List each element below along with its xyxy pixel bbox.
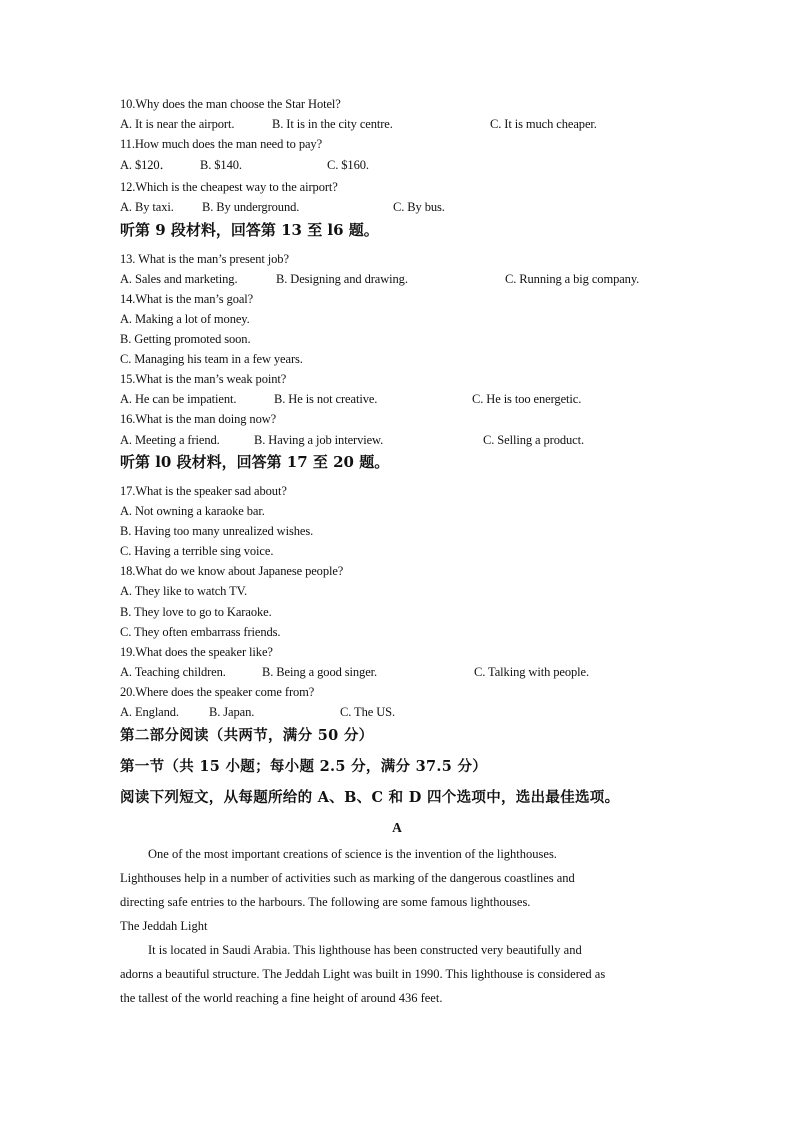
question-17-option-a: A. Not owning a karaoke bar. — [120, 504, 265, 518]
option-a: A. Sales and marketing. — [120, 272, 238, 286]
option-c: C. The US. — [340, 705, 396, 719]
section-10-heading: 听第 l0 段材料，回答第 17 至 20 题。 — [120, 453, 390, 471]
passage-p1-line-3: directing safe entries to the harbours. The following are some famous lighthouses. — [120, 895, 531, 909]
question-14-option-c: C. Managing his team in a few years. — [120, 352, 303, 366]
option-b: B. It is in the city centre. — [272, 117, 393, 131]
question-14-stem: 14.What is the man’s goal? — [120, 292, 254, 306]
option-b: B. Designing and drawing. — [276, 272, 408, 286]
question-16-stem: 16.What is the man doing now? — [120, 412, 277, 426]
option-a: A. Meeting a friend. — [120, 433, 220, 447]
passage-subtitle: The Jeddah Light — [120, 919, 208, 933]
option-b: B. Japan. — [209, 705, 255, 719]
passage-p1-line-2: Lighthouses help in a number of activities such as marking of the dangerous coastlines and — [120, 871, 575, 885]
question-17-stem: 17.What is the speaker sad about? — [120, 484, 287, 498]
option-c: C. He is too energetic. — [472, 392, 582, 406]
section-1-heading: 第一节（共 15 小题；每小题 2.5 分，满分 37.5 分） — [120, 758, 488, 775]
option-a: A. By taxi. — [120, 200, 174, 214]
passage-p1-line-1: One of the most important creations of science is the invention of the lighthouses. — [148, 847, 557, 861]
question-19-stem: 19.What does the speaker like? — [120, 645, 273, 659]
question-13-stem: 13. What is the man’s present job? — [120, 252, 289, 266]
option-b: B. By underground. — [202, 200, 300, 214]
option-a: A. $120． — [120, 158, 172, 172]
passage-p2-line-2: adorns a beautiful structure. The Jeddah Light was built in 1990. This lighthouse is considered as — [120, 967, 606, 981]
question-14-option-b: B. Getting promoted soon. — [120, 332, 251, 346]
question-15-stem: 15.What is the man’s weak point? — [120, 372, 287, 386]
option-c: C. Selling a product. — [483, 433, 585, 447]
option-a: A. Teaching children. — [120, 665, 226, 679]
question-18-option-b: B. They love to go to Karaoke. — [120, 605, 272, 619]
option-c: C. Running a big company. — [505, 272, 640, 286]
question-14-option-a: A. Making a lot of money. — [120, 312, 250, 326]
section-9-heading: 听第 9 段材料，回答第 13 至 l6 题。 — [120, 221, 379, 239]
question-17-option-c: C. Having a terrible sing voice. — [120, 544, 274, 558]
question-10-stem: 10.Why does the man choose the Star Hotel? — [120, 97, 341, 111]
question-18-option-a: A. They like to watch TV. — [120, 584, 247, 598]
question-12-stem: 12.Which is the cheapest way to the airport? — [120, 180, 338, 194]
question-18-option-c: C. They often embarrass friends. — [120, 625, 281, 639]
passage-letter: A — [392, 820, 402, 835]
question-17-option-b: B. Having too many unrealized wishes. — [120, 524, 314, 538]
reading-instruction: 阅读下列短文，从每题所给的 A、B、C 和 D 四个选项中，选出最佳选项。 — [120, 789, 620, 806]
option-c: C. $160. — [327, 158, 369, 172]
option-c: C. It is much cheaper. — [490, 117, 597, 131]
option-a: A. It is near the airport. — [120, 117, 235, 131]
option-a: A. England. — [120, 705, 179, 719]
option-b: B. He is not creative. — [274, 392, 378, 406]
option-c: C. By bus. — [393, 200, 445, 214]
question-18-stem: 18.What do we know about Japanese people? — [120, 564, 344, 578]
question-11-stem: 11.How much does the man need to pay? — [120, 137, 323, 151]
option-b: B. $140. — [200, 158, 242, 172]
option-a: A. He can be impatient. — [120, 392, 237, 406]
option-b: B. Being a good singer. — [262, 665, 378, 679]
passage-p2-line-3: the tallest of the world reaching a fine height of around 436 feet. — [120, 991, 443, 1005]
option-b: B. Having a job interview. — [254, 433, 384, 447]
part-2-heading: 第二部分阅读（共两节，满分 50 分） — [120, 727, 374, 744]
option-c: C. Talking with people. — [474, 665, 589, 679]
passage-p2-line-1: It is located in Saudi Arabia. This lighthouse has been constructed very beautifully and — [148, 943, 582, 957]
question-20-stem: 20.Where does the speaker come from? — [120, 685, 315, 699]
